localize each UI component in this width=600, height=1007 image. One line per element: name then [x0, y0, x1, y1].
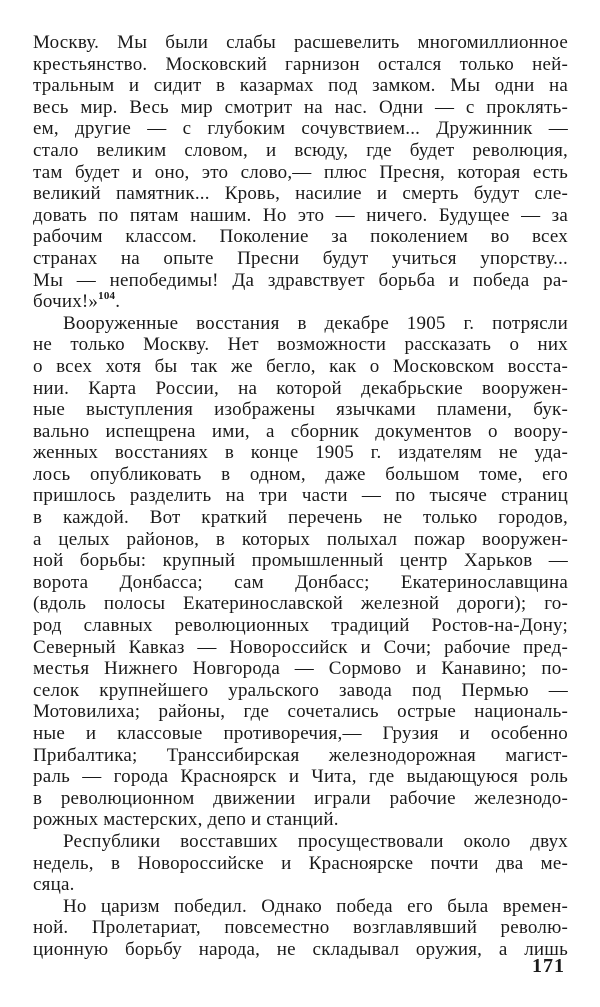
- line-text: там будет и оно, это слово,— плюс Пресня, которая есть: [33, 161, 568, 183]
- text-line: [33, 939, 568, 961]
- text-line: [33, 766, 568, 788]
- text-line: [33, 356, 568, 378]
- page-number: 171: [532, 955, 565, 977]
- line-text: Мы — непобедимы! Да здравствует борьба и победа ра-: [33, 269, 568, 291]
- footnote-reference: 104: [98, 290, 116, 303]
- book-page-text: [33, 32, 568, 961]
- line-text: селок крупнейшего уральского завода под Пермью —: [33, 679, 568, 701]
- line-text: Северный Кавказ — Новороссийск и Сочи; рабочие пред-: [33, 636, 568, 658]
- text-line: [33, 226, 568, 248]
- line-text: стало великим словом, и всюду, где будет революция,: [33, 139, 568, 161]
- text-line: [33, 507, 568, 529]
- line-text: пришлось разделить на три части — по тысяче страниц: [33, 485, 568, 507]
- text-line: [33, 593, 568, 615]
- text-line: [33, 572, 568, 594]
- line-text: женных восстаниях в конце 1905 г. издателям не уда-: [33, 442, 568, 464]
- line-text: а целых районов, в которых полыхал пожар вооружен-: [33, 528, 568, 550]
- line-text: ворота Донбасса; сам Донбасс; Екатеринославщина: [33, 571, 568, 593]
- text-line: [33, 399, 568, 421]
- line-text: вально испещрена ими, а сборник документов о воору-: [33, 420, 568, 442]
- text-line: [33, 54, 568, 76]
- line-text: нии. Карта России, на которой декабрьские вооружен-: [33, 377, 568, 399]
- paragraph: [33, 831, 568, 896]
- line-text: великий памятник... Кровь, насилие и смерть будут сле-: [33, 183, 568, 205]
- line-text: ной борьбы: крупный промышленный центр Харьков —: [33, 550, 568, 572]
- line-text: Мотовилиха; районы, где сочетались острые националь-: [33, 701, 568, 723]
- line-text: Москву. Мы были слабы расшевелить многомиллионное: [33, 32, 568, 53]
- line-text: ем, другие — с глубоким сочувствием... Дружинник —: [33, 118, 568, 140]
- text-line: [33, 97, 568, 119]
- paragraph: [33, 896, 568, 961]
- line-text: в каждой. Вот краткий перечень не только городов,: [33, 507, 568, 529]
- text-line: [33, 270, 568, 292]
- text-line: [33, 248, 568, 270]
- line-text: ные выступления изображены язычками пламени, бук-: [33, 399, 568, 421]
- line-text: род славных революционных традиций Ростов-на-Дону;: [33, 615, 568, 637]
- text-line: [33, 421, 568, 443]
- line-text: не только Москву. Нет возможности рассказать о них: [33, 334, 568, 356]
- line-text: Вооруженные восстания в декабре 1905 г. потрясли: [63, 312, 568, 334]
- text-line: [33, 442, 568, 464]
- text-line: [33, 831, 568, 853]
- text-line: [33, 788, 568, 810]
- text-line: [33, 485, 568, 507]
- text-line: [33, 701, 568, 723]
- text-line: [33, 853, 568, 875]
- text-line: [33, 162, 568, 184]
- line-text: ные и классовые противоречия,— Грузия и особенно: [33, 723, 568, 744]
- line-text: Но царизм победил. Однако победа его была времен-: [63, 895, 568, 917]
- line-text: лось опубликовать в одном, даже большом томе, его: [33, 463, 568, 485]
- paragraph: [33, 32, 568, 313]
- text-line: [33, 464, 568, 486]
- text-line: [33, 874, 568, 896]
- text-line: [33, 291, 568, 313]
- line-text: ной. Пролетариат, повсеместно возглавлявший револю-: [33, 917, 568, 939]
- paragraph: [33, 313, 568, 831]
- text-line: [33, 313, 568, 335]
- line-text: рабочим классом. Поколение за поколением во всех: [33, 226, 568, 248]
- text-line: [33, 334, 568, 356]
- text-line: [33, 529, 568, 551]
- line-text: бочих!»: [33, 291, 99, 313]
- punctuation: .: [115, 291, 121, 313]
- text-line: [33, 917, 568, 939]
- text-line: [33, 32, 568, 54]
- line-text: в революционном движении играли рабочие железнодо-: [33, 787, 568, 809]
- text-line: [33, 183, 568, 205]
- line-text: крестьянство. Московский гарнизон остался только ней-: [33, 53, 568, 75]
- line-text: весь мир. Весь мир смотрит на нас. Одни — с проклять-: [33, 96, 568, 118]
- text-line: [33, 205, 568, 227]
- line-text: тральным и сидит в казармах под замком. Мы одни на: [33, 75, 568, 97]
- text-line: [33, 658, 568, 680]
- line-text: о всех хотя бы так же бегло, как о Московском восста-: [33, 355, 568, 377]
- text-line: [33, 140, 568, 162]
- line-text: недель, в Новороссийске и Красноярске почти два ме-: [33, 852, 568, 874]
- text-line: [33, 680, 568, 702]
- line-text: местья Нижнего Новгорода — Сормово и Канавино; по-: [33, 658, 568, 680]
- line-text: Республики восставших просуществовали около двух: [63, 830, 568, 852]
- text-line: [33, 75, 568, 97]
- text-line: [33, 809, 568, 831]
- text-line: [33, 118, 568, 140]
- text-line: [33, 896, 568, 918]
- line-text: (вдоль полосы Екатеринославской железной дороги); го-: [33, 593, 568, 615]
- line-text: сяца.: [33, 874, 75, 896]
- line-text: довать по пятам нашим. Но это — ничего. Будущее — за: [33, 204, 568, 226]
- line-text: ционную борьбу народа, не складывал оружия, а лишь: [33, 938, 568, 960]
- line-text: раль — города Красноярск и Чита, где выдающуюся роль: [33, 766, 568, 788]
- line-text: рожных мастерских, депо и станций.: [33, 809, 339, 831]
- text-line: [33, 550, 568, 572]
- text-line: [33, 637, 568, 659]
- text-line: [33, 723, 568, 745]
- line-text: Прибалтика; Транссибирская железнодорожная магист-: [33, 744, 568, 766]
- text-line: [33, 745, 568, 767]
- text-line: [33, 615, 568, 637]
- text-line: [33, 378, 568, 400]
- line-text: странах на опыте Пресни будут учиться упорству...: [33, 247, 568, 269]
